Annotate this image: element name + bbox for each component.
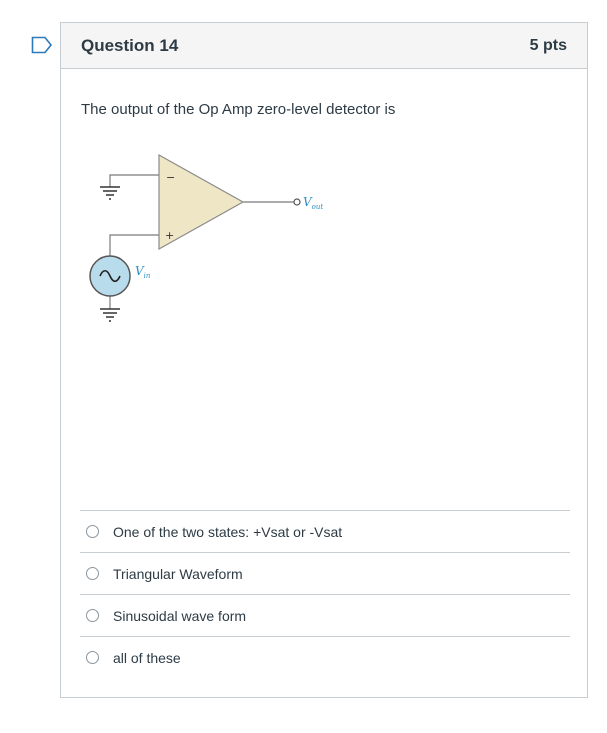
answer-label: Sinusoidal wave form bbox=[113, 607, 247, 624]
question-header bbox=[61, 23, 587, 69]
radio-button[interactable] bbox=[86, 609, 99, 622]
opamp-plus-sign: + bbox=[165, 229, 175, 242]
vin-label: $V_{in}$ bbox=[135, 264, 151, 280]
output-terminal bbox=[294, 199, 300, 205]
question-points: 5 pts bbox=[529, 36, 567, 54]
answer-label: Triangular Waveform bbox=[113, 565, 243, 582]
radio-button[interactable] bbox=[86, 525, 99, 538]
question-card bbox=[60, 22, 588, 698]
vout-label: $V_{out}$ bbox=[303, 195, 324, 211]
answer-option[interactable] bbox=[80, 594, 570, 636]
ground-symbol-top bbox=[100, 187, 120, 199]
answer-list bbox=[80, 510, 570, 678]
question-text: The output of the Op Amp zero-level detector is bbox=[81, 101, 396, 118]
ground-symbol-bottom bbox=[100, 309, 120, 321]
answer-option[interactable] bbox=[80, 636, 570, 678]
answer-option[interactable] bbox=[80, 510, 570, 552]
opamp-minus-sign: − bbox=[166, 171, 176, 184]
flag-question-icon[interactable] bbox=[31, 36, 53, 54]
answer-label: all of these bbox=[113, 649, 181, 666]
answer-option[interactable] bbox=[80, 552, 570, 594]
question-title: Question 14 bbox=[81, 35, 179, 55]
answer-label: One of the two states: +Vsat or -Vsat bbox=[113, 523, 343, 540]
opamp-circuit-diagram bbox=[83, 151, 343, 341]
radio-button[interactable] bbox=[86, 651, 99, 664]
radio-button[interactable] bbox=[86, 567, 99, 580]
